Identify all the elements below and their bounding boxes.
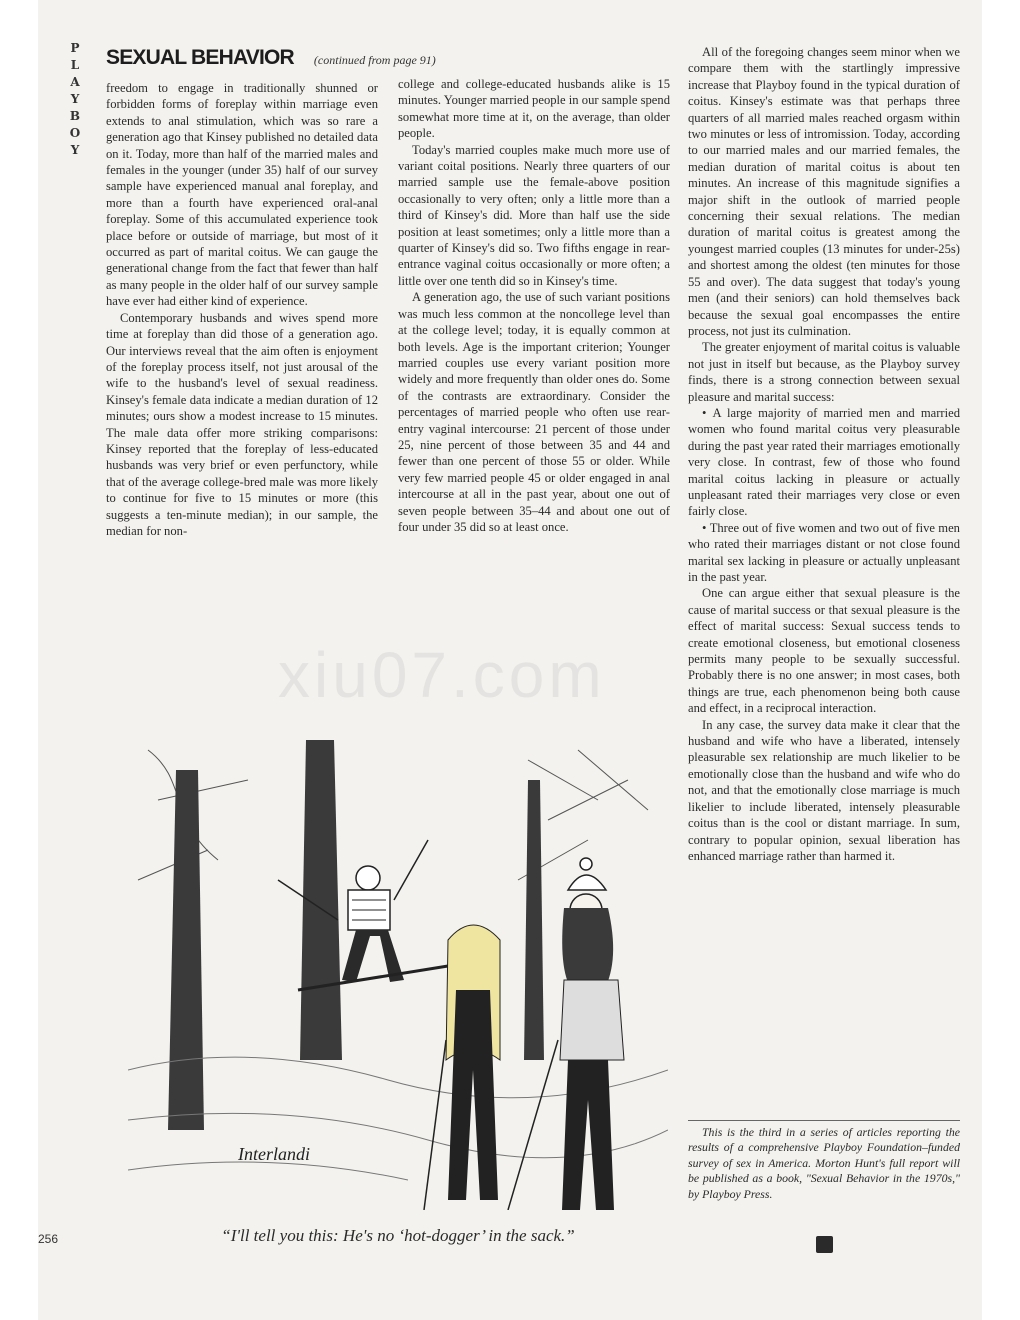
paragraph: In any case, the survey data make it clear that the husband and wife who have a liberated, intensely pleasurable sex relationship are much likelier to be emotionally close than the husband and wife who do not, and that the emotionally close marriage is much likelier to include liberated, intensely pleasurable coitus than is the cool or distant marriage. In sum, contrary to popular opinion, sexual liberation has enhanced marriage rather than harmed it. xyxy=(688,717,960,863)
ski-cartoon-illustration xyxy=(128,740,668,1210)
paragraph: Today's married couples make much more use of variant coital positions. Nearly three quarters of our married sample use the female-above position occasionally to very often; only a little more than a third of Kinsey's did. More than half use the side position at least sometimes; only a little more than a quarter of Kinsey's did so. Two fifths engage in rear-entrance vaginal coitus occasionally or more often; a little over one tenth did so in Kinsey's time. xyxy=(398,142,670,288)
page-number: 256 xyxy=(38,1232,59,1246)
bullet-paragraph: • Three out of five women and two out of five men who rated their marriages distant or not close found marital sex lacking in pleasure or actually unpleasant in the past year. xyxy=(688,520,960,586)
watermark-text: xiu07.com xyxy=(278,639,606,711)
series-note xyxy=(688,1120,960,1202)
rabbit-head-end-mark-icon xyxy=(816,1236,833,1253)
series-note-text: This is the third in a series of articles reporting the results of a comprehensive Playboy Foundation–funded survey of sex in America. Morton Hunt's full report will be published as a book, "Sexual Behavior in the 1970s," by Playboy Press. xyxy=(688,1125,960,1201)
article-title: SEXUAL BEHAVIOR xyxy=(106,46,294,69)
paragraph: Contemporary husbands and wives spend more time at foreplay than did those of a generation ago. Our interviews reveal that the aim often is enjoyment of the foreplay process itself, not just arousal of the wife to the husband's level of sexual readiness. Kinsey's female data indicate a median duration of 12 minutes; ours show a modest increase to 15 minutes. The male data offer more striking comparisons: Kinsey reported that the foreplay of less-educated husbands was very brief or even perfunctory, while that of the average college-bred male was more likely to continue for five to 15 minutes or more (this suggests a ten-minute median); in our sample, the median for non- xyxy=(106,310,378,538)
paragraph: One can argue either that sexual pleasure is the cause of marital success or that sexual pleasure is the effect of marital success: Sexual success tends to create emotional closeness, but emotional closeness permits many people to be sexually successful. Probably there is no one answer; in most cases, both things are true, each phenomenon being both cause and effect, in a reciprocal interaction. xyxy=(688,586,960,716)
brand-letter: P xyxy=(70,41,80,55)
brand-letter: L xyxy=(70,58,80,72)
magazine-page xyxy=(38,0,982,1320)
text-column-1 xyxy=(106,80,378,539)
paragraph: The greater enjoyment of marital coitus is valuable not just in itself but because, as the Playboy survey finds, there is a strong connection between sexual pleasure and marital success: xyxy=(688,340,960,404)
continued-note: (continued from page 91) xyxy=(313,53,436,67)
cartoon-caption: “I'll tell you this: He's no ‘hot-dogger’ in the sack.” xyxy=(221,1226,575,1245)
article-header xyxy=(106,46,436,70)
paragraph: A generation ago, the use of such variant positions was much less common at the noncollege level than at the college level; today, it is equally common at both levels. Age is the important criterion; Younger married couples use every variant position more widely and more frequently than older ones do. Some of the contrasts are extraordinary. Consider the percentages of married people who often use rear-entry vaginal intercourse: 21 percent of those under 25, nine percent of those between 35 and 44 and fewer than one percent of those 55 or older. While very few married people 45 or older engaged in anal intercourse at all in the past year, about one out of seven people between 35–44 and about one out of four under 35 did so at least once. xyxy=(398,290,670,534)
brand-letter: Y xyxy=(70,143,80,157)
bullet-paragraph: • A large majority of married men and married women who found marital coitus very pleasurable during the past year rated their marriages emotionally very close. In contrast, few of those who found marital coitus lacking in pleasure or actually unpleasant rated their marriages very close or even fairly close. xyxy=(688,405,960,520)
brand-letter: O xyxy=(69,126,81,140)
cartoonist-signature: Interlandi xyxy=(238,1144,310,1164)
brand-letter: Y xyxy=(70,92,80,106)
text-column-3 xyxy=(688,44,960,864)
paragraph: All of the foregoing changes seem minor when we compare them with the startlingly impressive increase that Playboy found in the typical duration of coitus. Kinsey's estimate was that perhaps three quarters of all married males reached orgasm within two minutes or less of intromission. Today, according to our married males and our married females, the median duration of marital coitus is about ten minutes. An increase of this magnitude signifies a major shift in the outlook of married people concerning their sexual relations. The median duration of marital coitus is greatest among the youngest married couples (13 minutes for under-25s) and shortest among the oldest (ten minutes for those 55 and over). The data suggest that today's young men (and their seniors) can hold themselves back because the sexual goal encompasses the entire process, not just its culmination. xyxy=(688,45,960,338)
brand-letter: B xyxy=(69,109,81,123)
vertical-brand xyxy=(68,40,82,159)
text-column-2 xyxy=(398,76,670,535)
paragraph: freedom to engage in traditionally shunned or forbidden forms of foreplay within marriage even extends to anal stimulation, which was so rare a generation ago that Kinsey published no detailed data on it. Today, more than half of the married males and females in the younger (under 35) half of our survey sample have experienced manual anal foreplay, and more than a fourth have experienced oral-anal foreplay. Some of this accumulated experience took place before or outside of marriage, but most of it occurred as part of marital coitus. We can gauge the generational change from the fact that fewer than half as many people in the older half of our survey sample have ever had either kind of experience. xyxy=(106,81,378,309)
paragraph: college and college-educated husbands alike is 15 minutes. Younger married people in our sample spend somewhat more time at it, on the average, than older people. xyxy=(398,77,670,141)
brand-letter: A xyxy=(70,75,80,89)
